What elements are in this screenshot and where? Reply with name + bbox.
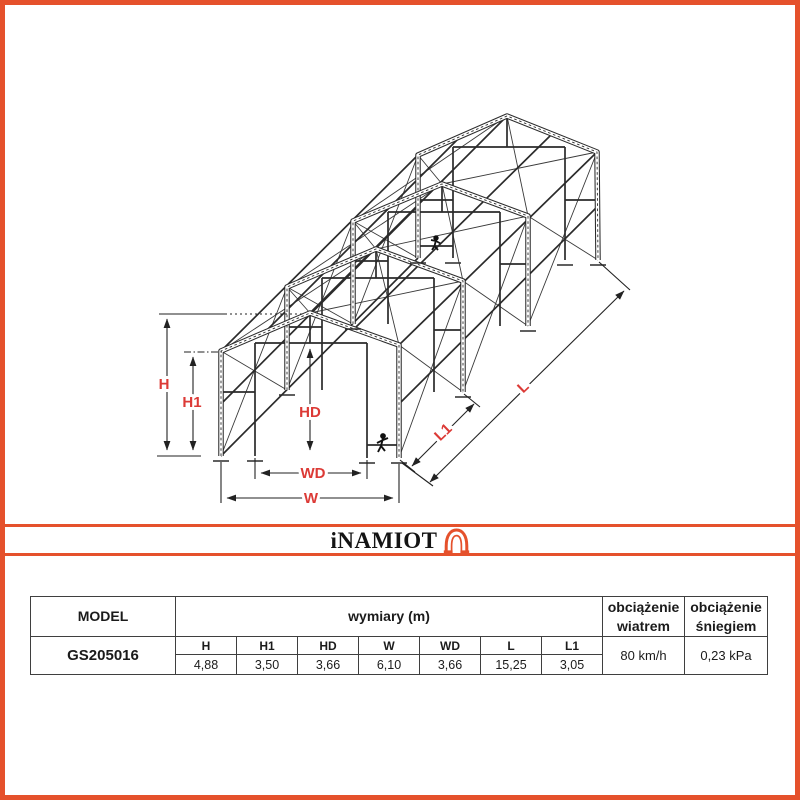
person-figure-back [431, 236, 441, 250]
dim-value-h1: 3,50 [237, 655, 298, 675]
dim-label-hd: HD [298, 637, 359, 655]
dimension-label-h: H [158, 376, 170, 393]
dim-value-l: 15,25 [481, 655, 542, 675]
person-figure-front [377, 434, 388, 452]
dimension-lines [157, 262, 630, 503]
brand-logo-text: iNAMIOT [330, 527, 438, 553]
dim-label-w: W [359, 637, 420, 655]
dim-value-hd: 3,66 [298, 655, 359, 675]
base-plates [213, 263, 606, 463]
dim-label-l1: L1 [542, 637, 603, 655]
dim-value-l1: 3,05 [542, 655, 603, 675]
dimension-label-wd: WD [300, 465, 326, 482]
model-value: GS205016 [31, 637, 176, 675]
snow-load-value: 0,23 kPa [685, 637, 768, 675]
dimension-label-h1: H1 [182, 394, 202, 411]
wind-load-value: 80 km/h [603, 637, 685, 675]
dim-value-wd: 3,66 [420, 655, 481, 675]
dim-label-h: H [176, 637, 237, 655]
spec-table-wrap [30, 596, 768, 675]
dimension-label-l1: L1 [431, 420, 456, 445]
logo-band [0, 524, 800, 556]
tent-icon [443, 527, 470, 553]
purlins [221, 116, 598, 456]
dim-label-h1: H1 [237, 637, 298, 655]
dimension-labels [159, 376, 533, 507]
snow-load-header: obciążenie śniegiem [685, 597, 768, 637]
dimensions-header: wymiary (m) [176, 597, 603, 637]
spec-table [30, 596, 768, 675]
dimension-label-hd: HD [299, 404, 321, 421]
dim-value-h: 4,88 [176, 655, 237, 675]
truss-frames [221, 116, 598, 458]
model-header: MODEL [31, 597, 176, 637]
frame-members [221, 118, 597, 458]
wind-load-header: obciążenie wiatrem [603, 597, 685, 637]
dimension-label-l: L [514, 378, 533, 397]
dimension-label-w: W [303, 490, 319, 507]
dim-value-w: 6,10 [359, 655, 420, 675]
bracing-cables [221, 116, 598, 458]
dim-label-wd: WD [420, 637, 481, 655]
dim-label-l: L [481, 637, 542, 655]
